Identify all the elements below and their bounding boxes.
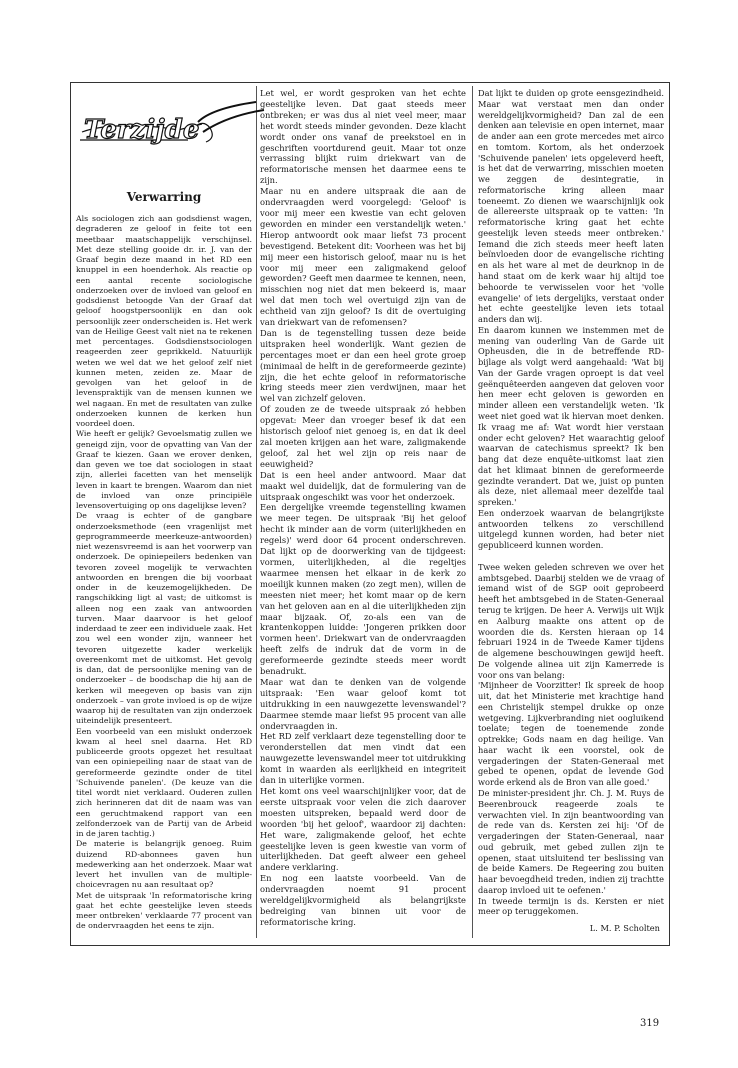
paragraph: De minister-president jhr. Ch. J. M. Ruys de Beerenbrouck reageerde zoals te verwachten viel. In zijn beantwoording van de rede van ds. Kersten zei hij: 'Of de vergaderingen der Staten-Generaal, naar oud gebruik, met gebed zullen zijn te openen, staat uitsluitend ter beslissing van de beide Kamers. De Regeering zou buiten haar bevoegdheid treden, indien zij trachtte daarop invloed uit te oefenen.'	[478, 788, 664, 895]
paragraph: Wie heeft er gelijk? Gevoelsmatig zullen we geneigd zijn, voor de opvatting van Van der Graaf te kiezen. Gaan we erover denken, dan geven we toe dat sociologen in staat zijn, allerlei facetten van het menselijk leven in kaart te brengen. Waarom dan niet de invloed van onze principiële levensovertuiging op ons dagelijkse leven?	[76, 429, 252, 510]
paragraph: Als sociologen zich aan godsdienst wagen, degraderen ze geloof in feite tot een meetbaar maatschappelijk verschijnsel. Met deze stelling gooide dr. ir. J. van der Graaf begin deze maand in het RD een knuppel in een hoenderhok. Als reactie op een aantal recente sociologische onderzoeken over de invloed van geloof en godsdienst betoogde Van der Graaf dat geloof hoogstpersoonlijk en dan ook persoonlijk zeer onderscheiden is. Het werk van de Heilige Geest valt niet na te rekenen met percentages. Godsdienstsociologen reageerden zeer geprikkeld. Natuurlijk weten we wel dat we het geloof zelf niet kunnen meten, zeiden ze. Maar de gevolgen van het geloof in de levenspraktijk van de mensen kunnen we wel nagaan. En met de resultaten van zulke onderzoeken kunnen de kerken hun voordeel doen.	[76, 214, 252, 428]
paragraph: Een onderzoek waarvan de belangrijkste antwoorden telkens zo verschillend uitgelegd kunnen worden, had beter niet gepubliceerd kunnen worden.	[478, 507, 664, 551]
paragraph: De vraag is echter of de gangbare onderzoeksmethode (een vragenlijst met geprogrammeerde meerkeuze-antwoorden) niet wezensvreemd is aan het voorwerp van onderzoek. De opiniepeilers bedenken van tevoren zoveel mogelijk te verwachten antwoorden en brengen die bij voorbaat onder in de keuzemogelijkheden. De rangschikking ligt al vast; de uitkomst is alleen nog een zaak van antwoorden turven. Maar daarvoor is het geloof inderdaad te zeer een individuele zaak. Het zou wel een wonder zijn, wanneer het tevoren uitgezette kader werkelijk overeenkomt met de uitkomst. Het gevolg is dan, dat de persoonlijke mening van de onderzoeker – de boodschap die hij aan de kerken wil meegeven op basis van zijn onderzoek – van grote invloed is op de wijze waarop hij de resultaten van zijn onderzoek uiteindelijk presenteert.	[76, 511, 253, 726]
terzijde-logo	[78, 92, 268, 184]
section-gap	[478, 551, 664, 562]
column-middle	[260, 88, 466, 928]
paragraph: Dat lijkt te duiden op grote eensgezindheid. Maar wat verstaat men dan onder wereldgelijkvormigheid? Dan zal de een denken aan televisie en open internet, maar de ander aan een grote mercedes met airco en tomtom. Kortom, als het onderzoek 'Schuivende panelen' iets opgeleverd heeft, is het dat de verwarring, misschien moeten we zeggen de desintegratie, in reformatorische kring alleen maar toeneemt. Zo dienen we waarschijnlijk ook de allereerste uitspraak op te vatten: 'In reformatorische kring gaat het echte geestelijk leven steeds meer ontbreken.' Iemand die zich steeds meer heeft laten beïnvloeden door de evangelische richting en als het ware al met de deurknop in de hand staat om de kerk waar hij altijd toe behoorde te verwisselen voor het 'volle evangelie' of iets dergelijks, verstaat onder het echte geestelijke leven iets totaal anders dan wij.	[478, 88, 664, 325]
column-divider	[472, 86, 473, 938]
paragraph: De materie is belangrijk genoeg. Ruim duizend RD-abonnees gaven hun medewerking aan het onderzoek. Maar wat levert het invullen van de multiple-choicevragen nu aan resultaat op?	[76, 839, 252, 890]
paragraph: Dan is de tegenstelling tussen deze beide uitspraken heel wonderlijk. Want gezien de percentages moet er dan een heel grote groep (minimaal de helft in de gereformeerde gezinte) zijn, die het echte geloof in reformatorische kring steeds meer zien verdwijnen, maar het wel van zichzelf geloven.	[260, 327, 466, 404]
article-title: Verwarring	[126, 190, 202, 204]
logo-text: Terzijde	[84, 115, 200, 145]
paragraph: Let wel, er wordt gesproken van het echte geestelijke leven. Dat gaat steeds meer ontbreken; er was dus al niet veel meer, maar het wordt steeds minder gevonden. Deze klacht wordt onder ons vanaf de preekstoel en in geschriften voortdurend geuit. Maar tot onze verrassing blijkt ruim driekwart van de reformatorische mensen het daarmee eens te zijn.	[260, 88, 466, 186]
paragraph: 'Mijnheer de Voorzitter! Ik spreek de hoop uit, dat het Ministerie met krachtige hand een Christelijk stempel drukke op onze wetgeving. Lijkverbranding niet oogluikend toelate; tegen de toenemende zonde optrekke; Gods naam en dag heilige. Van haar wacht ik een voorstel, ook de vergaderingen der Staten-Generaal met gebed te openen, opdat de levende God worde erkend als de Bron van alle goed.'	[478, 680, 664, 788]
column-right	[478, 88, 664, 934]
column-divider	[256, 86, 257, 938]
page-number: 319	[640, 1018, 660, 1029]
paragraph: In tweede termijn is ds. Kersten er niet meer op teruggekomen.	[478, 895, 664, 917]
paragraph: En daarom kunnen we instemmen met de mening van ouderling Van de Garde uit Opheusden, die in de betreffende RD-bijlage als volgt werd aangehaald: 'Wat bij Van der Garde vragen oproept is dat veel geënquêteerden aangeven dat geloven voor hen meer echt geloven is geworden en minder alleen een verstandelijk weten. 'Ik weet niet goed wat ik hiervan moet denken. Ik vraag me af: Wat wordt hier verstaan onder echt geloven? Het waarachtig geloof waarvan de catechismus spreekt? Ik ben bang dat deze enquête-uitkomst laat zien dat het klimaat binnen de gereformeerde gezindte verandert. Dat we, juist op punten als deze, niet allemaal meer dezelfde taal spreken.'	[478, 324, 664, 508]
paragraph: Het RD zelf verklaart deze tegenstelling door te veronderstellen dat men vindt dat een nauwgezette levenswandel meer tot uitdrukking komt in waarden als eerlijkheid en integriteit dan in uiterlijke vormen.	[260, 731, 466, 786]
paragraph: Of zouden ze de tweede uitspraak zó hebben opgevat: Meer dan vroeger besef ik dat een historisch geloof niet genoeg is, en dat ik deel zal moeten krijgen aan het ware, zaligmakende geloof, zal het wel zijn op reis naar de eeuwigheid?	[260, 404, 466, 469]
author-signature: L. M. P. Scholten	[589, 923, 660, 934]
paragraph: Maar wat dan te denken van de volgende uitspraak: 'Een waar geloof komt tot uitdrukking in een nauwgezette levenswandel'? Daarmee stemde maar liefst 95 procent van alle ondervraagden in.	[260, 676, 466, 731]
paragraph: Twee weken geleden schreven we over het ambtsgebed. Daarbij stelden we de vraag of iemand wist of de SGP ooit geprobeerd heeft het ambtsgebed in de Staten-Generaal terug te krijgen. De heer A. Verwijs uit Wijk en Aalburg maakte ons attent op de woorden die ds. Kersten hieraan op 14 februari 1924 in de Tweede Kamer tijdens de algemene beschouwingen gewijd heeft. De volgende alinea uit zijn Kamerrede is voor ons van belang:	[478, 561, 664, 680]
paragraph: Een dergelijke vreemde tegenstelling kwamen we meer tegen. De uitspraak 'Bij het geloof hecht ik minder aan de vorm (uiterlijkheden en regels)' werd door 64 procent onderschreven. Dat lijkt op de doorwerking van de tijdgeest: vormen, uiterlijkheden, al die regeltjes waarmee mensen het elkaar in de kerk zo moeilijk kunnen maken (zo zegt men), willen de meesten niet meer; het komt maar op de kern van het geloven aan en al die uiterlijkheden zijn maar bijzaak. Of, zo-als een van de krantenkoppen luidde: 'Jongeren prikken door vormen heen'. Driekwart van de ondervraagden heeft zelfs de indruk dat de vorm in de gereformeerde gezindte steeds meer wordt benadrukt.	[260, 502, 466, 677]
paragraph: En nog een laatste voorbeeld. Van de ondervraagden noemt 91 procent wereldgelijkvormigheid als belangrijkste bedreiging van binnen uit voor de reformatorische kring.	[260, 873, 466, 927]
paragraph: Met de uitspraak 'In reformatorische kring gaat het echte geestelijke leven steeds meer ontbreken' verklaarde 77 procent van de ondervraagden het eens te zijn.	[76, 890, 252, 931]
paragraph: Een voorbeeld van een mislukt onderzoek kwam al heel snel daarna. Het RD publiceerde groots opgezet het resultaat van een opiniepeiling naar de staat van de gereformeerde gezindte onder de titel 'Schuivende panelen'. (De keuze van die titel wordt niet verklaard. Ouderen zullen zich herinneren dat dit de naam was van een geruchtmakend rapport van een zelfonderzoek van de Partij van de Arbeid in de jaren tachtig.)	[76, 726, 252, 838]
paragraph: Maar nu en andere uitspraak die aan de ondervraagden werd voorgelegd: 'Geloof' is voor mij meer een kwestie van echt geloven geworden en minder een verstandelijk weten.' Hierop antwoordt ook maar liefst 73 procent bevestigend. Betekent dit: Voorheen was het bij mij meer een historisch geloof, maar nu is het voor mij meer een zaligmakend geloof geworden? Geeft men daarmee te kennen, neen, misschien nog niet dat men bekeerd is, maar wel dat men toch wel overtuigd zijn van de echtheid van zijn geloof? Is dit de overtuiging van driekwart van de refomensen?	[260, 186, 467, 328]
paragraph: Dat is een heel ander antwoord. Maar dat maakt wel duidelijk, dat de formulering van de uitspraak ongeschikt was voor het onderzoek.	[260, 469, 466, 502]
paragraph: Het komt ons veel waarschijnlijker voor, dat de eerste uitspraak voor velen die zich daarover moesten uitspreken, bepaald werd door de woorden 'bij het geloof', waardoor zij dachten: Het ware, zaligmakende geloof, het echte geestelijke leven is geen kwestie van vorm of uiterlijkheden. Dat geeft alweer een geheel andere verklaring.	[260, 786, 466, 873]
column-left	[76, 214, 252, 932]
